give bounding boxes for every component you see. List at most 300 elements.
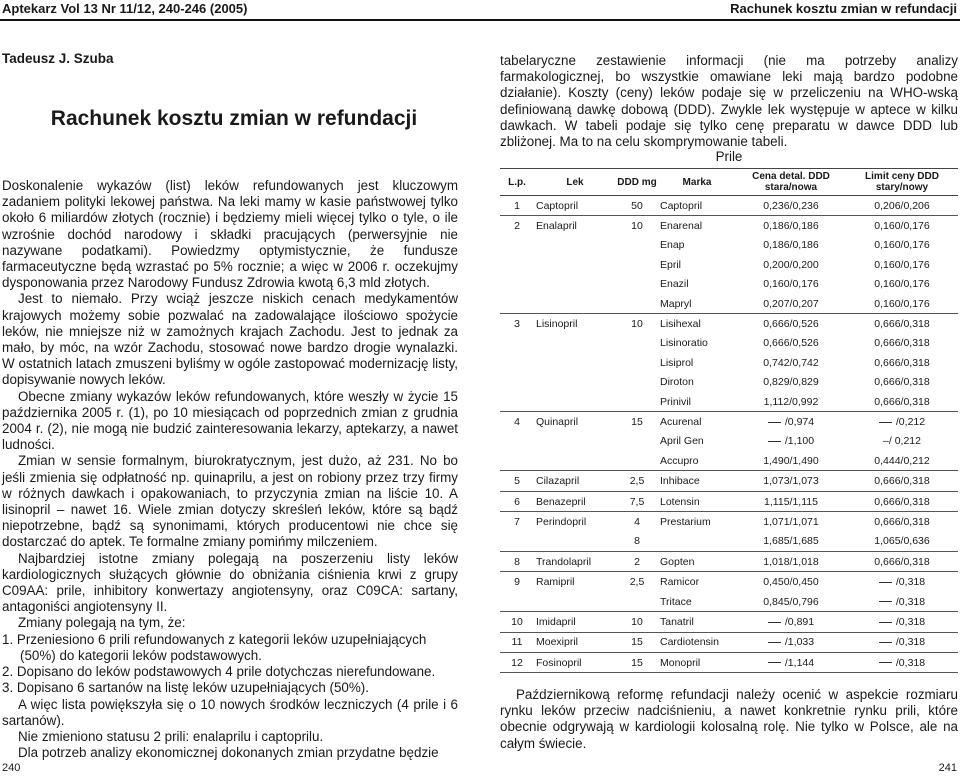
cell-ddd-text: 50 bbox=[631, 199, 643, 212]
table-row bbox=[500, 392, 958, 412]
cell-marka-text: Lisiprol bbox=[660, 356, 694, 369]
table-row bbox=[500, 294, 958, 314]
cell-ddd-text: 8 bbox=[634, 535, 640, 548]
cell-lp bbox=[500, 412, 534, 432]
header-lp: L.p. bbox=[508, 176, 526, 188]
table-row bbox=[500, 216, 958, 236]
cell-cena bbox=[736, 572, 846, 592]
cell-cena bbox=[736, 392, 846, 412]
cell-limit-text: /0,318 bbox=[895, 656, 926, 669]
cell-limit bbox=[846, 432, 958, 451]
cell-limit bbox=[846, 392, 958, 412]
header-ddd: DDD mg bbox=[617, 176, 657, 188]
cell-lp bbox=[500, 196, 534, 216]
paragraph: Zmian w sensie formalnym, biurokratycznym, jest dużo, aż 231. No bo jeśli zmienia się odpłatność np. quinaprilu, a jest on robiony przez trzy firmy w różnych dawkach i opakowaniach, to przyczynia zmian na liście 10. A lisinopril – nawet 16. Wiele zmian dotyczy skreśleń leków, które są bądź niepotrzebne, bądź są synonimami, których producentowi nie chce się dostarczać do aptek. Te formalne zmiany pomińmy milczeniem. bbox=[2, 453, 458, 550]
cell-lek bbox=[534, 632, 616, 652]
cell-marka-text: Ramicor bbox=[660, 576, 700, 589]
table-row bbox=[500, 652, 958, 672]
cell-marka-text: April Gen bbox=[660, 435, 704, 448]
cell-cena bbox=[736, 652, 846, 672]
cell-ddd bbox=[616, 512, 658, 532]
cell-limit-text: /0,318 bbox=[895, 615, 926, 628]
cell-cena bbox=[736, 552, 846, 572]
cell-ddd-text: 10 bbox=[631, 318, 643, 331]
cell-limit bbox=[846, 612, 958, 632]
cell-ddd bbox=[616, 632, 658, 652]
cell-cena-text: 0,829/0,829 bbox=[763, 376, 819, 389]
dash-mark bbox=[879, 622, 892, 623]
cell-limit bbox=[846, 196, 958, 216]
cell-ddd bbox=[616, 412, 658, 432]
cell-marka bbox=[658, 632, 736, 652]
cell-limit bbox=[846, 373, 958, 392]
dash-mark bbox=[879, 662, 892, 663]
cell-lp bbox=[500, 255, 534, 274]
cell-limit bbox=[846, 491, 958, 511]
cell-lek-text: Fosinopril bbox=[536, 656, 582, 669]
cell-limit bbox=[846, 632, 958, 652]
cell-marka-text: Enazil bbox=[660, 278, 689, 291]
left-column-body bbox=[2, 178, 458, 761]
cell-marka bbox=[658, 412, 736, 432]
cell-marka-text: Epril bbox=[660, 258, 682, 271]
cell-limit-text: 0,160/0,176 bbox=[874, 220, 930, 233]
cell-marka-text: Prinivil bbox=[660, 395, 691, 408]
cell-cena bbox=[736, 373, 846, 392]
cell-lp-text: 9 bbox=[514, 576, 520, 589]
dash-mark bbox=[879, 601, 892, 602]
cell-lp bbox=[500, 392, 534, 412]
table-row bbox=[500, 236, 958, 255]
cell-lp bbox=[500, 572, 534, 592]
cell-cena bbox=[736, 314, 846, 334]
cell-cena bbox=[736, 532, 846, 552]
cell-ddd-text: 15 bbox=[631, 656, 643, 669]
cell-lp bbox=[500, 236, 534, 255]
cell-lp-text: 5 bbox=[514, 475, 520, 488]
cell-marka-text: Tanatril bbox=[660, 615, 694, 628]
cell-lp bbox=[500, 334, 534, 353]
cell-ddd bbox=[616, 196, 658, 216]
cell-ddd bbox=[616, 236, 658, 255]
paragraph: Doskonalenie wykazów (list) leków refundowanych jest kluczowym zadaniem polityki lekowej państwa. Na leki mamy w kasie państwowej tylko około 6 miliardów złotych (rocznie) i będziemy mieli więcej tylko o tyle, o ile wzrośnie dochód narodowy i składki pracujących (perwersyjnie nie nazywane podatkami). Powiedzmy optymistycznie, że fundusze farmaceutyczne będą wzrastać po 5% rocznie; a więc w 2006 r. oczekujmy dysponowania przez Narodowy Fundusz Zdrowia kwotą 6,3 mld złotych. bbox=[2, 178, 458, 291]
cell-lek bbox=[534, 552, 616, 572]
cell-limit-text: /0,318 bbox=[895, 576, 926, 589]
cell-limit bbox=[846, 532, 958, 552]
cell-ddd-text: 2 bbox=[634, 555, 640, 568]
cell-lp-text: 3 bbox=[514, 318, 520, 331]
cell-cena bbox=[736, 412, 846, 432]
cell-cena bbox=[736, 632, 846, 652]
cell-marka bbox=[658, 314, 736, 334]
cell-limit bbox=[846, 294, 958, 314]
cell-ddd bbox=[616, 392, 658, 412]
cell-lek-text: Enalapril bbox=[536, 220, 577, 233]
cell-lp bbox=[500, 592, 534, 612]
cell-lek-text: Imidapril bbox=[536, 615, 576, 628]
cell-ddd bbox=[616, 471, 658, 491]
cell-limit bbox=[846, 451, 958, 471]
cell-ddd bbox=[616, 353, 658, 372]
table-row bbox=[500, 432, 958, 451]
cell-cena-text: 0,742/0,742 bbox=[763, 356, 819, 369]
list-item: 2. Dopisano do leków podstawowych 4 prile dotychczas nierefundowane. bbox=[2, 664, 436, 680]
cell-lek bbox=[534, 236, 616, 255]
dash-mark bbox=[879, 422, 892, 423]
cell-lp bbox=[500, 275, 534, 294]
table-row bbox=[500, 255, 958, 274]
cell-lp bbox=[500, 652, 534, 672]
cell-lek bbox=[534, 652, 616, 672]
cell-cena bbox=[736, 275, 846, 294]
table-row bbox=[500, 314, 958, 334]
cell-lp-text: 10 bbox=[511, 615, 523, 628]
table-row bbox=[500, 612, 958, 632]
cell-ddd bbox=[616, 432, 658, 451]
cell-marka bbox=[658, 216, 736, 236]
cell-limit bbox=[846, 412, 958, 432]
cell-ddd-text: 4 bbox=[634, 515, 640, 528]
cell-limit-text: 0,666/0,318 bbox=[874, 356, 930, 369]
cell-limit bbox=[846, 275, 958, 294]
cell-ddd bbox=[616, 572, 658, 592]
cell-lp bbox=[500, 632, 534, 652]
cell-marka-text: Cardiotensin bbox=[660, 636, 719, 649]
cell-marka bbox=[658, 552, 736, 572]
header-lek: Lek bbox=[566, 176, 584, 188]
paragraph: Najbardziej istotne zmiany polegają na poszerzeniu listy leków kardiologicznych służących głównie do obniżania ciśnienia krwi z grupy C09AA: prile, inhibitory konwertazy angiotensyny, oraz C09CA: sartany, antagoniści angiotensyny II. bbox=[2, 550, 458, 615]
table-row bbox=[500, 334, 958, 353]
table-row bbox=[500, 373, 958, 392]
cell-cena bbox=[736, 294, 846, 314]
cell-ddd bbox=[616, 255, 658, 274]
cell-cena-text: 1,115/1,115 bbox=[764, 495, 818, 508]
cell-lek bbox=[534, 471, 616, 491]
cell-cena-text: 1,071/1,071 bbox=[763, 515, 819, 528]
cell-limit-text: 0,666/0,318 bbox=[874, 337, 930, 350]
right-column-conclusion bbox=[500, 687, 958, 752]
cell-ddd bbox=[616, 373, 658, 392]
journal-citation: Aptekarz Vol 13 Nr 11/12, 240-246 (2005) bbox=[2, 1, 248, 16]
cell-limit-text: /0,318 bbox=[895, 595, 926, 608]
cell-limit-text: /0,212 bbox=[895, 415, 926, 428]
cell-marka-text: Gopten bbox=[660, 555, 695, 568]
cell-lp-text: 11 bbox=[511, 636, 523, 649]
cell-cena-text: /1,144 bbox=[784, 656, 815, 669]
cell-marka bbox=[658, 532, 736, 552]
page-number-right: 241 bbox=[938, 762, 957, 774]
cell-lek bbox=[534, 314, 616, 334]
table-row bbox=[500, 572, 958, 592]
cell-lek bbox=[534, 373, 616, 392]
cell-marka-text: Lisinoratio bbox=[660, 337, 708, 350]
cell-cena-text: /1,100 bbox=[784, 435, 815, 448]
cell-cena-text: 0,207/0,207 bbox=[763, 297, 819, 310]
cell-limit-text: 0,444/0,212 bbox=[874, 454, 930, 467]
cell-limit bbox=[846, 572, 958, 592]
cell-limit-text: 1,065/0,636 bbox=[874, 535, 930, 548]
paragraph: Zmiany polegają na tym, że: bbox=[18, 615, 186, 631]
cell-limit-text: –/ 0,212 bbox=[883, 435, 921, 448]
cell-lek bbox=[534, 612, 616, 632]
cell-marka-text: Acurenal bbox=[660, 415, 702, 428]
cell-cena-text: 0,845/0,796 bbox=[763, 595, 819, 608]
table-row bbox=[500, 512, 958, 532]
cell-lp bbox=[500, 512, 534, 532]
cell-limit-text: 0,666/0,318 bbox=[874, 495, 930, 508]
cell-limit-text: 0,666/0,318 bbox=[874, 475, 930, 488]
cell-marka bbox=[658, 334, 736, 353]
cell-lek-text: Perindopril bbox=[536, 515, 587, 528]
cell-cena bbox=[736, 196, 846, 216]
cell-ddd bbox=[616, 532, 658, 552]
cell-lp bbox=[500, 451, 534, 471]
cell-cena-text: 1,018/1,018 bbox=[763, 555, 819, 568]
cell-lek bbox=[534, 512, 616, 532]
dash-mark bbox=[879, 642, 892, 643]
dash-mark bbox=[768, 642, 781, 643]
cell-lp-text: 8 bbox=[514, 555, 520, 568]
dash-mark bbox=[768, 422, 781, 423]
cell-lek-text: Moexipril bbox=[536, 636, 579, 649]
dash-mark bbox=[768, 662, 781, 663]
cell-limit-text: 0,160/0,176 bbox=[874, 297, 930, 310]
cell-lek bbox=[534, 432, 616, 451]
cell-marka-text: Lisihexal bbox=[660, 318, 701, 331]
cell-ddd bbox=[616, 552, 658, 572]
cell-ddd-text: 10 bbox=[631, 220, 643, 233]
list-item: 1. Przeniesiono 6 prili refundowanych z kategorii leków uzupełniających (50%) do kategorii leków podstawowych. bbox=[2, 631, 427, 663]
cell-marka bbox=[658, 255, 736, 274]
cell-limit-text: 0,666/0,318 bbox=[874, 515, 930, 528]
cell-limit-text: 0,160/0,176 bbox=[874, 278, 930, 291]
cell-lp bbox=[500, 373, 534, 392]
cell-marka bbox=[658, 612, 736, 632]
header-limit: Limit ceny DDD stary/nowy bbox=[865, 171, 939, 193]
cell-limit bbox=[846, 334, 958, 353]
cell-cena-text: /0,974 bbox=[784, 415, 815, 428]
cell-lp-text: 6 bbox=[514, 495, 520, 508]
paragraph: A więc lista powiększyła się o 10 nowych środków leczniczych (4 prile i 6 sartanów). bbox=[2, 696, 458, 728]
cell-ddd-text: 2,5 bbox=[629, 576, 645, 589]
cell-marka bbox=[658, 392, 736, 412]
conclusion-paragraph: Październikową reformę refundacji należy ocenić w aspekcie rozmiaru rynku leków przeciw nadciśnieniu, a nawet konkretnie rynku prili, które obecnie odgrywają w kardiologii kolosalną rolę. Nie tylko w Polsce, ale na całym świecie. bbox=[500, 687, 958, 751]
cell-lek-text: Quinapril bbox=[536, 415, 579, 428]
article-title: Rachunek kosztu zmian w refundacji bbox=[50, 107, 418, 130]
header-marka: Marka bbox=[682, 176, 712, 188]
cell-lp bbox=[500, 353, 534, 372]
cell-lek bbox=[534, 532, 616, 552]
header-rule bbox=[0, 19, 960, 21]
cell-marka bbox=[658, 353, 736, 372]
cell-cena bbox=[736, 592, 846, 612]
dash-mark bbox=[768, 441, 781, 442]
cell-lek bbox=[534, 353, 616, 372]
cell-limit bbox=[846, 652, 958, 672]
cell-marka bbox=[658, 652, 736, 672]
cell-limit-text: 0,160/0,176 bbox=[874, 239, 930, 252]
cell-lp-text: 7 bbox=[514, 515, 520, 528]
cell-lp bbox=[500, 612, 534, 632]
table-row bbox=[500, 491, 958, 511]
cell-cena-text: 0,160/0,176 bbox=[763, 278, 819, 291]
cell-marka-text: Enarenal bbox=[660, 220, 703, 233]
cell-limit bbox=[846, 353, 958, 372]
cell-lp bbox=[500, 471, 534, 491]
cell-cena bbox=[736, 353, 846, 372]
cell-marka-text: Diroton bbox=[660, 376, 694, 389]
cell-limit bbox=[846, 592, 958, 612]
table-row bbox=[500, 632, 958, 652]
cell-limit-text: 0,206/0,206 bbox=[874, 199, 930, 212]
cell-ddd bbox=[616, 652, 658, 672]
cell-ddd bbox=[616, 612, 658, 632]
table-row bbox=[500, 471, 958, 491]
right-column-intro bbox=[500, 53, 958, 150]
cell-cena bbox=[736, 451, 846, 471]
cell-lek-text: Trandolapril bbox=[536, 555, 592, 568]
cell-marka bbox=[658, 236, 736, 255]
paragraph: Nie zmieniono statusu 2 prili: enalaprilu i captoprilu. bbox=[18, 728, 324, 744]
cell-marka bbox=[658, 491, 736, 511]
cell-lek bbox=[534, 216, 616, 236]
cell-lp-text: 12 bbox=[511, 656, 523, 669]
cell-lek bbox=[534, 572, 616, 592]
cell-lp-text: 1 bbox=[514, 199, 520, 212]
cell-marka-text: Inhibace bbox=[660, 475, 700, 488]
cell-cena bbox=[736, 432, 846, 451]
cell-ddd-text: 2,5 bbox=[629, 475, 645, 488]
paragraph: Jest to niemało. Przy wciąż jeszcze niskich cenach medykamentów krajowych możemy sobie pozwalać na zadowalające ilościowo spożycie leków, nie mniejsze niż w zamożnych krajach Zachodu. Jest to jednak za mało, by móc, na wzór Zachodu, stosować nowe bardzo drogie wynalazki. W ostatnich latach zmuszeni byliśmy w ogóle zastopować modernizację listy, dopisywanie nowych leków. bbox=[2, 291, 458, 388]
cell-marka bbox=[658, 572, 736, 592]
cell-marka bbox=[658, 275, 736, 294]
cell-lp bbox=[500, 552, 534, 572]
cell-limit bbox=[846, 236, 958, 255]
cell-lek-text: Captopril bbox=[536, 199, 579, 212]
cell-limit bbox=[846, 471, 958, 491]
cell-lp bbox=[500, 432, 534, 451]
cell-ddd bbox=[616, 314, 658, 334]
cell-cena-text: 0,666/0,526 bbox=[763, 337, 819, 350]
cell-limit bbox=[846, 552, 958, 572]
intro-paragraph: tabelaryczne zestawienie informacji (nie ma potrzeby analizy farmakologicznej, bo wszystkie omawiane leki mają bardzo podobne działanie). Koszty (ceny) leków podaje się w przeliczeniu na WHO-wską definiowaną dawkę dobową (DDD). Zwykle lek występuje w aptece w kilku dawkach. W tabeli podaje się tylko cenę preparatu w dawce DDD lub zbliżonej. Ma to na celu skomprymowanie tabeli. bbox=[500, 53, 958, 150]
cell-cena-text: 1,112/0,992 bbox=[763, 395, 819, 408]
cell-marka-text: Accupro bbox=[660, 454, 699, 467]
cell-ddd bbox=[616, 491, 658, 511]
cell-limit-text: /0,318 bbox=[895, 636, 926, 649]
cell-cena bbox=[736, 512, 846, 532]
cell-cena bbox=[736, 255, 846, 274]
cell-ddd-text: 15 bbox=[631, 636, 643, 649]
cell-lp bbox=[500, 491, 534, 511]
cell-lp-text: 4 bbox=[514, 415, 520, 428]
cell-ddd-text: 7,5 bbox=[629, 495, 645, 508]
cell-lp-text: 2 bbox=[514, 220, 520, 233]
cell-cena-text: 0,450/0,450 bbox=[763, 576, 819, 589]
cell-marka-text: Captopril bbox=[660, 199, 703, 212]
cell-cena bbox=[736, 612, 846, 632]
cell-lek-text: Ramipril bbox=[536, 576, 575, 589]
cell-ddd-text: 10 bbox=[631, 615, 643, 628]
cell-marka bbox=[658, 592, 736, 612]
running-title: Rachunek kosztu zmian w refundacji bbox=[730, 1, 957, 16]
cell-marka bbox=[658, 451, 736, 471]
cell-lek-text: Benazepril bbox=[536, 495, 586, 508]
cell-lek bbox=[534, 392, 616, 412]
cell-cena-text: 0,186/0,186 bbox=[763, 220, 819, 233]
cell-limit bbox=[846, 314, 958, 334]
page-number-left: 240 bbox=[2, 762, 21, 774]
cell-cena bbox=[736, 491, 846, 511]
dash-mark bbox=[768, 622, 781, 623]
cell-ddd-text: 15 bbox=[631, 415, 643, 428]
cell-marka-text: Mapryl bbox=[660, 297, 692, 310]
table-row bbox=[500, 353, 958, 372]
cell-lek bbox=[534, 592, 616, 612]
cell-cena-text: 0,200/0,200 bbox=[763, 258, 819, 271]
cell-marka-text: Enap bbox=[660, 239, 685, 252]
cell-ddd bbox=[616, 451, 658, 471]
table-row bbox=[500, 532, 958, 552]
cell-marka bbox=[658, 432, 736, 451]
cell-limit-text: 0,666/0,318 bbox=[874, 555, 930, 568]
cell-cena bbox=[736, 216, 846, 236]
cell-marka bbox=[658, 373, 736, 392]
cell-limit-text: 0,666/0,318 bbox=[874, 395, 930, 408]
cell-cena-text: /0,891 bbox=[784, 615, 815, 628]
cell-ddd bbox=[616, 216, 658, 236]
cell-ddd bbox=[616, 275, 658, 294]
cell-cena-text: 0,236/0,236 bbox=[763, 199, 819, 212]
table-caption: Prile bbox=[715, 149, 743, 164]
cell-lp bbox=[500, 314, 534, 334]
cell-lp bbox=[500, 216, 534, 236]
cell-lek-text: Lisinopril bbox=[536, 318, 578, 331]
cell-marka bbox=[658, 512, 736, 532]
cell-cena-text: 1,490/1,490 bbox=[763, 454, 819, 467]
cell-cena bbox=[736, 471, 846, 491]
cell-limit-text: 0,160/0,176 bbox=[874, 258, 930, 271]
cell-marka-text: Lotensin bbox=[660, 495, 700, 508]
cell-marka bbox=[658, 196, 736, 216]
cell-ddd bbox=[616, 334, 658, 353]
cell-lek bbox=[534, 255, 616, 274]
table-header-row bbox=[500, 169, 958, 196]
prile-table bbox=[500, 168, 958, 673]
cell-lp bbox=[500, 532, 534, 552]
header-cena: Cena detal. DDD stara/nowa bbox=[752, 171, 830, 193]
cell-cena-text: 0,186/0,186 bbox=[763, 239, 819, 252]
cell-lek bbox=[534, 275, 616, 294]
cell-limit-text: 0,666/0,318 bbox=[874, 376, 930, 389]
cell-marka-text: Tritace bbox=[660, 595, 692, 608]
cell-cena-text: /1,033 bbox=[784, 636, 815, 649]
cell-cena-text: 1,073/1,073 bbox=[763, 475, 819, 488]
cell-lek bbox=[534, 334, 616, 353]
cell-marka bbox=[658, 294, 736, 314]
cell-limit bbox=[846, 255, 958, 274]
cell-marka-text: Prestarium bbox=[660, 515, 711, 528]
cell-marka-text: Monopril bbox=[660, 656, 701, 669]
cell-lek bbox=[534, 294, 616, 314]
table-row bbox=[500, 412, 958, 432]
cell-cena-text: 1,685/1,685 bbox=[763, 535, 819, 548]
paragraph: Dla potrzeb analizy ekonomicznej dokonanych zmian przydatne będzie bbox=[18, 745, 439, 761]
cell-marka bbox=[658, 471, 736, 491]
cell-cena-text: 0,666/0,526 bbox=[763, 318, 819, 331]
cell-limit-text: 0,666/0,318 bbox=[874, 318, 930, 331]
cell-lp bbox=[500, 294, 534, 314]
